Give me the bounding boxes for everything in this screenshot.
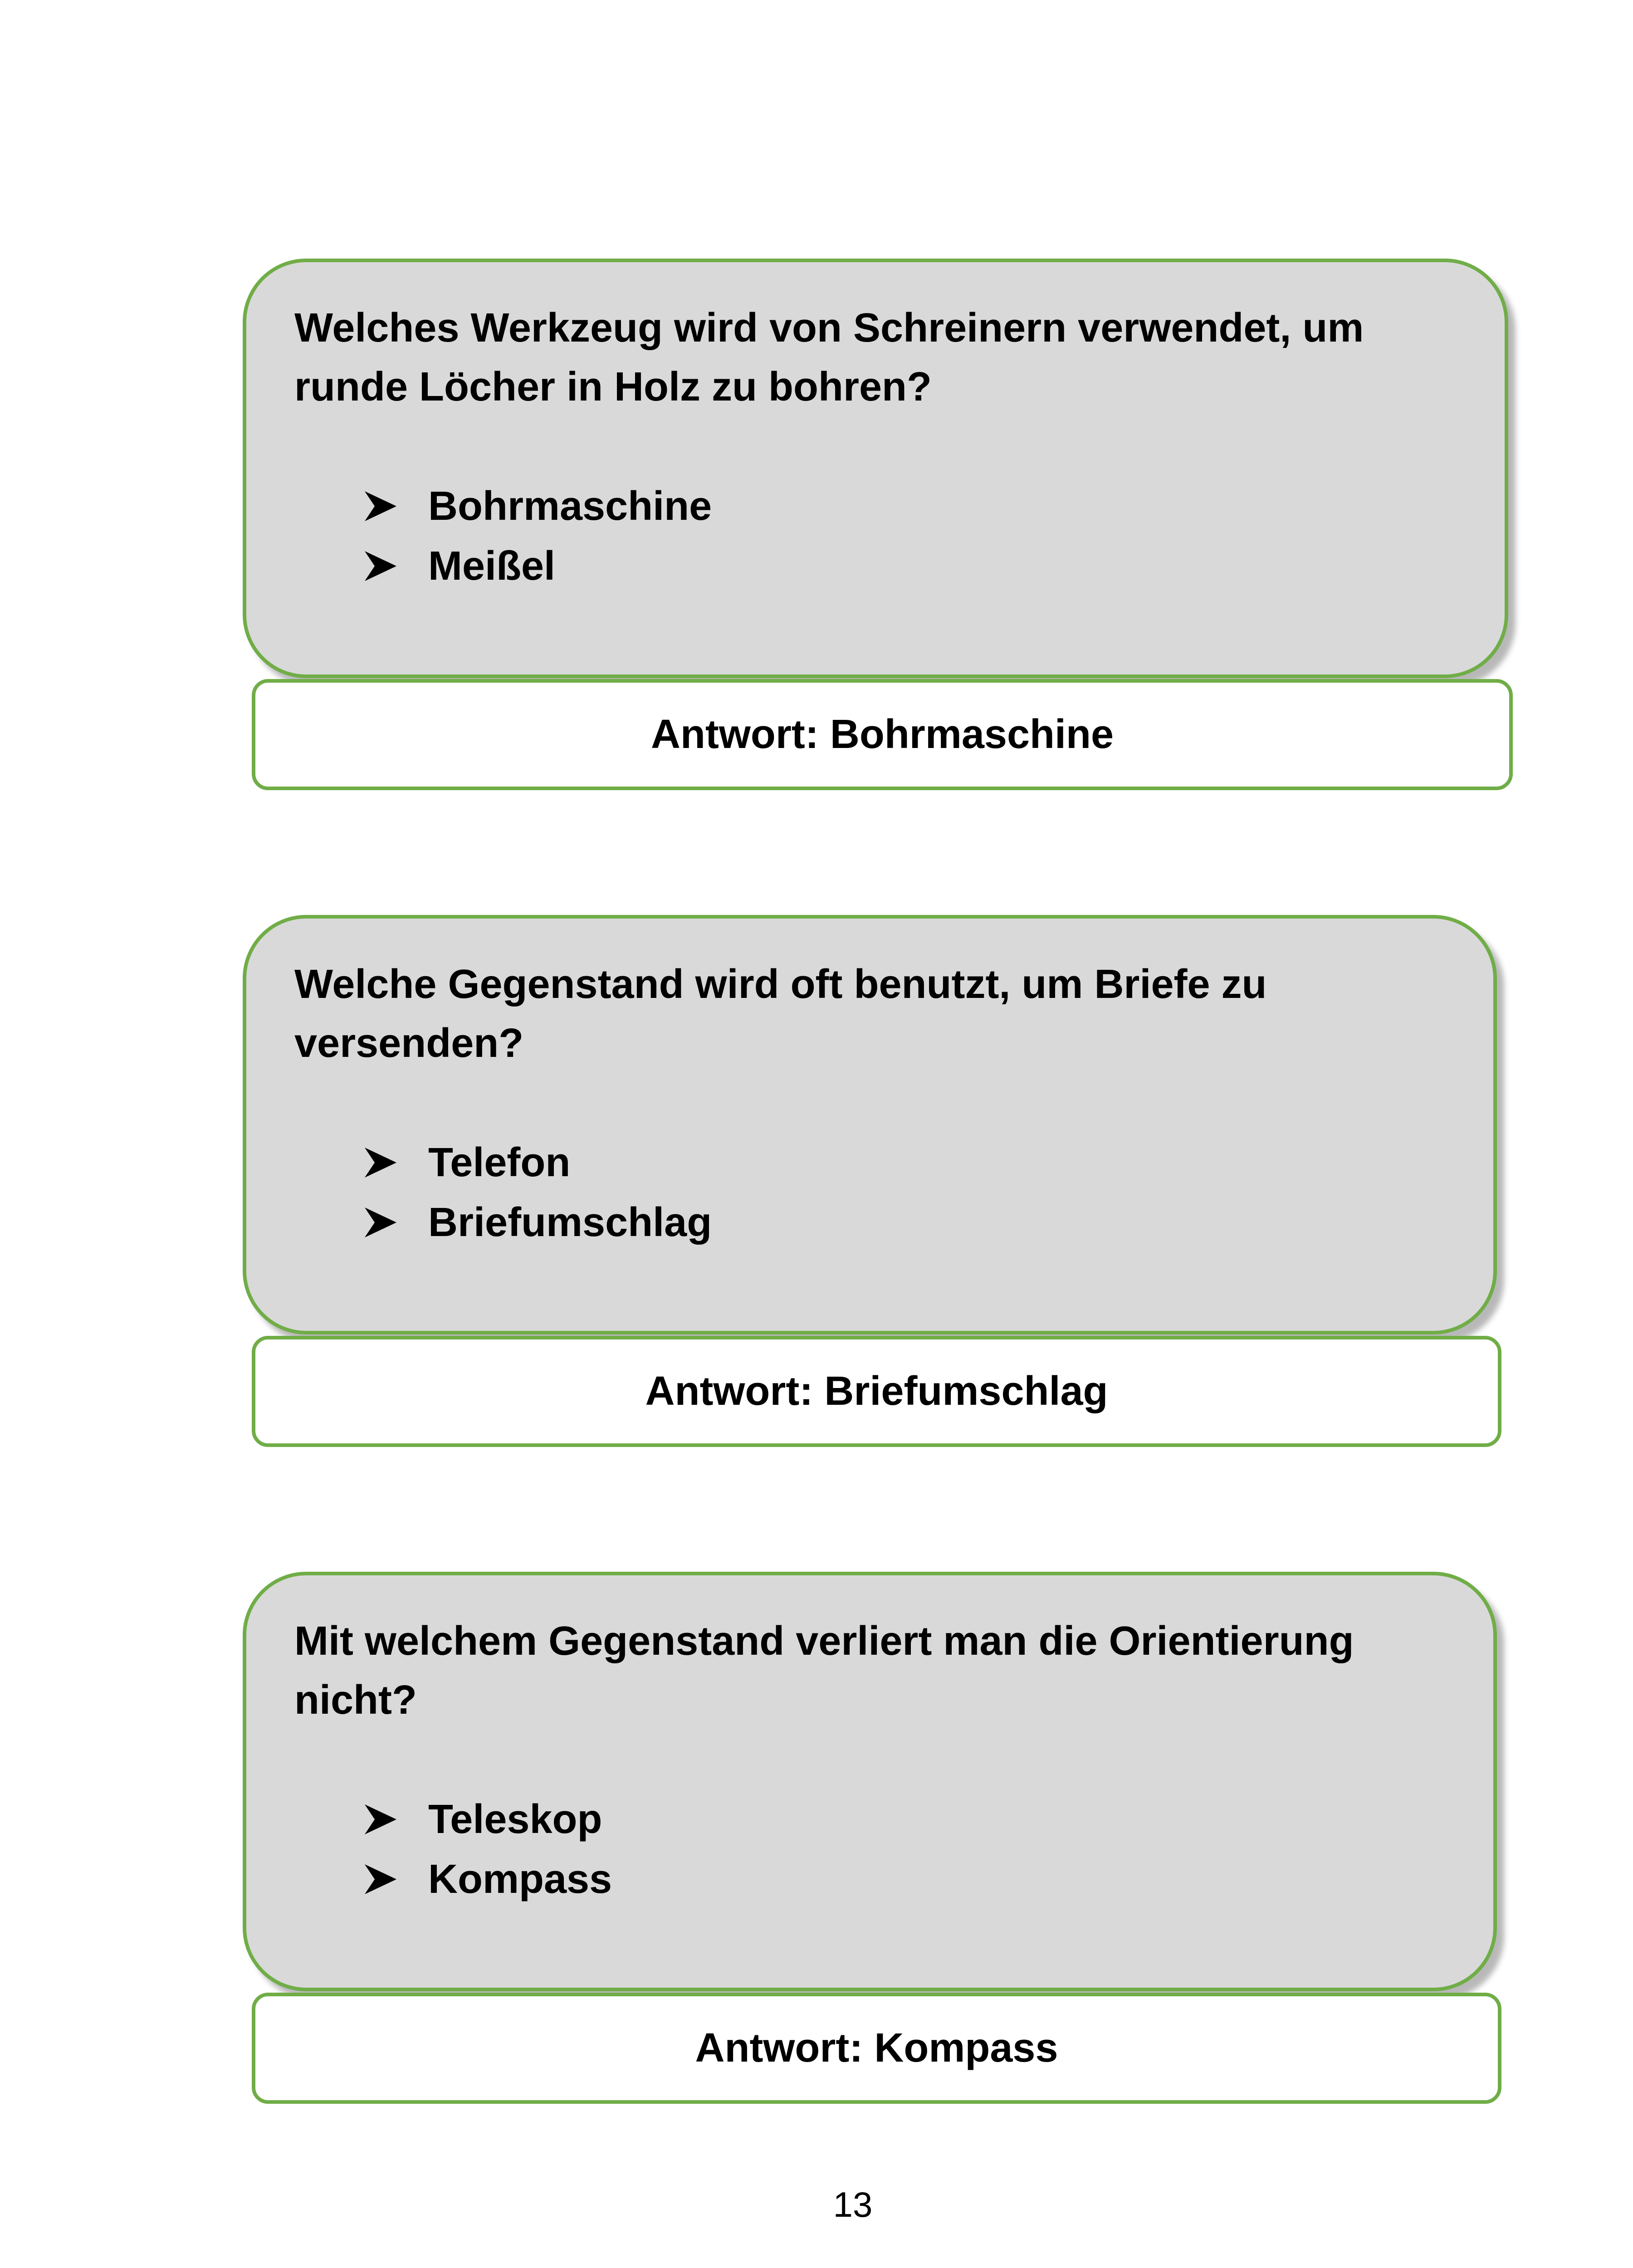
- arrowhead-bullet-icon: [365, 1207, 396, 1237]
- question-text: [294, 1612, 1448, 1730]
- question-text: [294, 298, 1459, 416]
- answer-box-1: Antwort: Bohrmaschine: [252, 679, 1513, 790]
- question-text: [294, 955, 1448, 1073]
- option-item: [365, 536, 1459, 596]
- option-item: [365, 476, 1459, 536]
- arrowhead-bullet-icon: [365, 551, 396, 581]
- question-card-2: [243, 915, 1497, 1334]
- question-card-3: [243, 1572, 1497, 1991]
- arrowhead-bullet-icon: [365, 491, 396, 521]
- option-item: [365, 1133, 1448, 1193]
- question-card-1: [243, 259, 1508, 678]
- answer-box-2: Antwort: Briefumschlag: [252, 1336, 1501, 1447]
- option-label: Meißel: [428, 543, 556, 589]
- option-label: Telefon: [428, 1140, 571, 1185]
- question-line: Mit welchem Gegenstand verliert man die Orientierung: [294, 1618, 1354, 1664]
- option-label: Kompass: [428, 1857, 612, 1902]
- option-list: [294, 1789, 1448, 1909]
- option-label: Bohrmaschine: [428, 484, 712, 529]
- question-line: runde Löcher in Holz zu bohren?: [294, 364, 932, 410]
- arrowhead-bullet-icon: [365, 1148, 396, 1178]
- question-line: Welche Gegenstand wird oft benutzt, um Briefe zu: [294, 962, 1267, 1007]
- question-line: Welches Werkzeug wird von Schreinern verwendet, um: [294, 305, 1364, 351]
- question-line: nicht?: [294, 1677, 417, 1723]
- option-label: Briefumschlag: [428, 1200, 712, 1245]
- option-list: [294, 1133, 1448, 1252]
- option-item: [365, 1193, 1448, 1252]
- option-item: [365, 1789, 1448, 1849]
- option-item: [365, 1849, 1448, 1909]
- arrowhead-bullet-icon: [365, 1804, 396, 1834]
- option-list: [294, 476, 1459, 596]
- arrowhead-bullet-icon: [365, 1864, 396, 1894]
- question-line: versenden?: [294, 1021, 524, 1066]
- page-number: 13: [833, 2185, 873, 2224]
- answer-box-3: Antwort: Kompass: [252, 1993, 1501, 2104]
- option-label: Teleskop: [428, 1797, 602, 1842]
